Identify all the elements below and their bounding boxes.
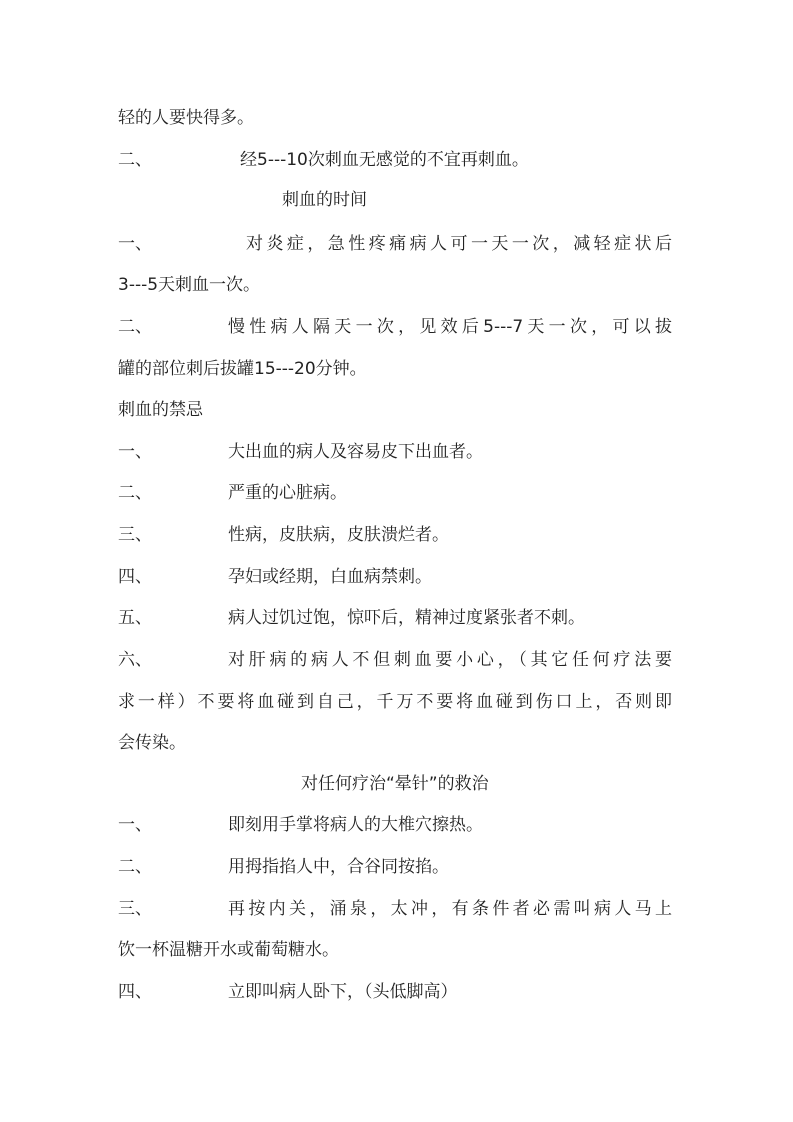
list-marker: 四、 (118, 982, 152, 1002)
list-marker: 三、 (118, 899, 152, 919)
list-marker: 四、 (118, 567, 152, 587)
list-text: 慢性病人隔天一次，见效后5---7天一次，可以拔 (228, 317, 672, 337)
paragraph-line (118, 358, 367, 380)
list-item (118, 898, 672, 920)
text: 会传染。 (118, 733, 186, 753)
list-text: 严重的心脏病。 (228, 483, 347, 503)
section-heading (118, 399, 203, 421)
heading-text: 刺血的禁忌 (118, 400, 203, 420)
list-marker: 三、 (118, 525, 152, 545)
list-item (118, 316, 672, 338)
list-item (118, 233, 672, 255)
list-text: 孕妇或经期，白血病禁刺。 (228, 567, 432, 587)
list-text: 用拇指掐人中，合谷同按掐。 (228, 857, 449, 877)
heading-text: 刺血的时间 (282, 190, 367, 210)
paragraph-line (118, 732, 186, 754)
list-text: 病人过饥过饱，惊吓后，精神过度紧张者不刺。 (228, 608, 585, 628)
paragraph-line (118, 691, 672, 713)
list-marker: 二、 (118, 857, 152, 877)
list-text: 性病，皮肤病，皮肤溃烂者。 (228, 525, 449, 545)
text: 3---5天刺血一次。 (118, 275, 261, 295)
section-heading (301, 773, 489, 795)
list-text: 即刻用手掌将病人的大椎穴擦热。 (228, 815, 483, 835)
list-marker: 一、 (118, 234, 152, 254)
list-item (118, 649, 672, 671)
list-marker: 六、 (118, 650, 152, 670)
list-marker: 一、 (118, 815, 152, 835)
list-text: 对肝病的病人不但刺血要小心，（其它任何疗法要 (228, 650, 672, 670)
list-text: 对炎症，急性疼痛病人可一天一次，减轻症状后 (246, 234, 672, 254)
list-marker: 五、 (118, 608, 152, 628)
text: 罐的部位刺后拔罐15---20分钟。 (118, 359, 367, 379)
list-text: 立即叫病人卧下，（头低脚高） (228, 982, 458, 1002)
list-marker: 二、 (118, 150, 152, 170)
paragraph-line (118, 939, 339, 961)
text: 轻的人要快得多。 (118, 108, 254, 128)
text: 饮一杯温糖开水或葡萄糖水。 (118, 940, 339, 960)
list-marker: 二、 (118, 317, 152, 337)
text: 求一样）不要将血碰到自己，千万不要将血碰到伤口上，否则即 (118, 692, 672, 712)
heading-text: 对任何疗治“晕针”的救治 (301, 774, 489, 794)
list-marker: 二、 (118, 483, 152, 503)
paragraph-line (118, 107, 254, 129)
section-heading (282, 189, 367, 211)
list-marker: 一、 (118, 442, 152, 462)
list-text: 再按内关，涌泉，太冲，有条件者必需叫病人马上 (228, 899, 672, 919)
list-text: 经5---10次刺血无感觉的不宜再刺血。 (240, 150, 529, 170)
list-text: 大出血的病人及容易皮下出血者。 (228, 442, 483, 462)
paragraph-line (118, 274, 260, 296)
